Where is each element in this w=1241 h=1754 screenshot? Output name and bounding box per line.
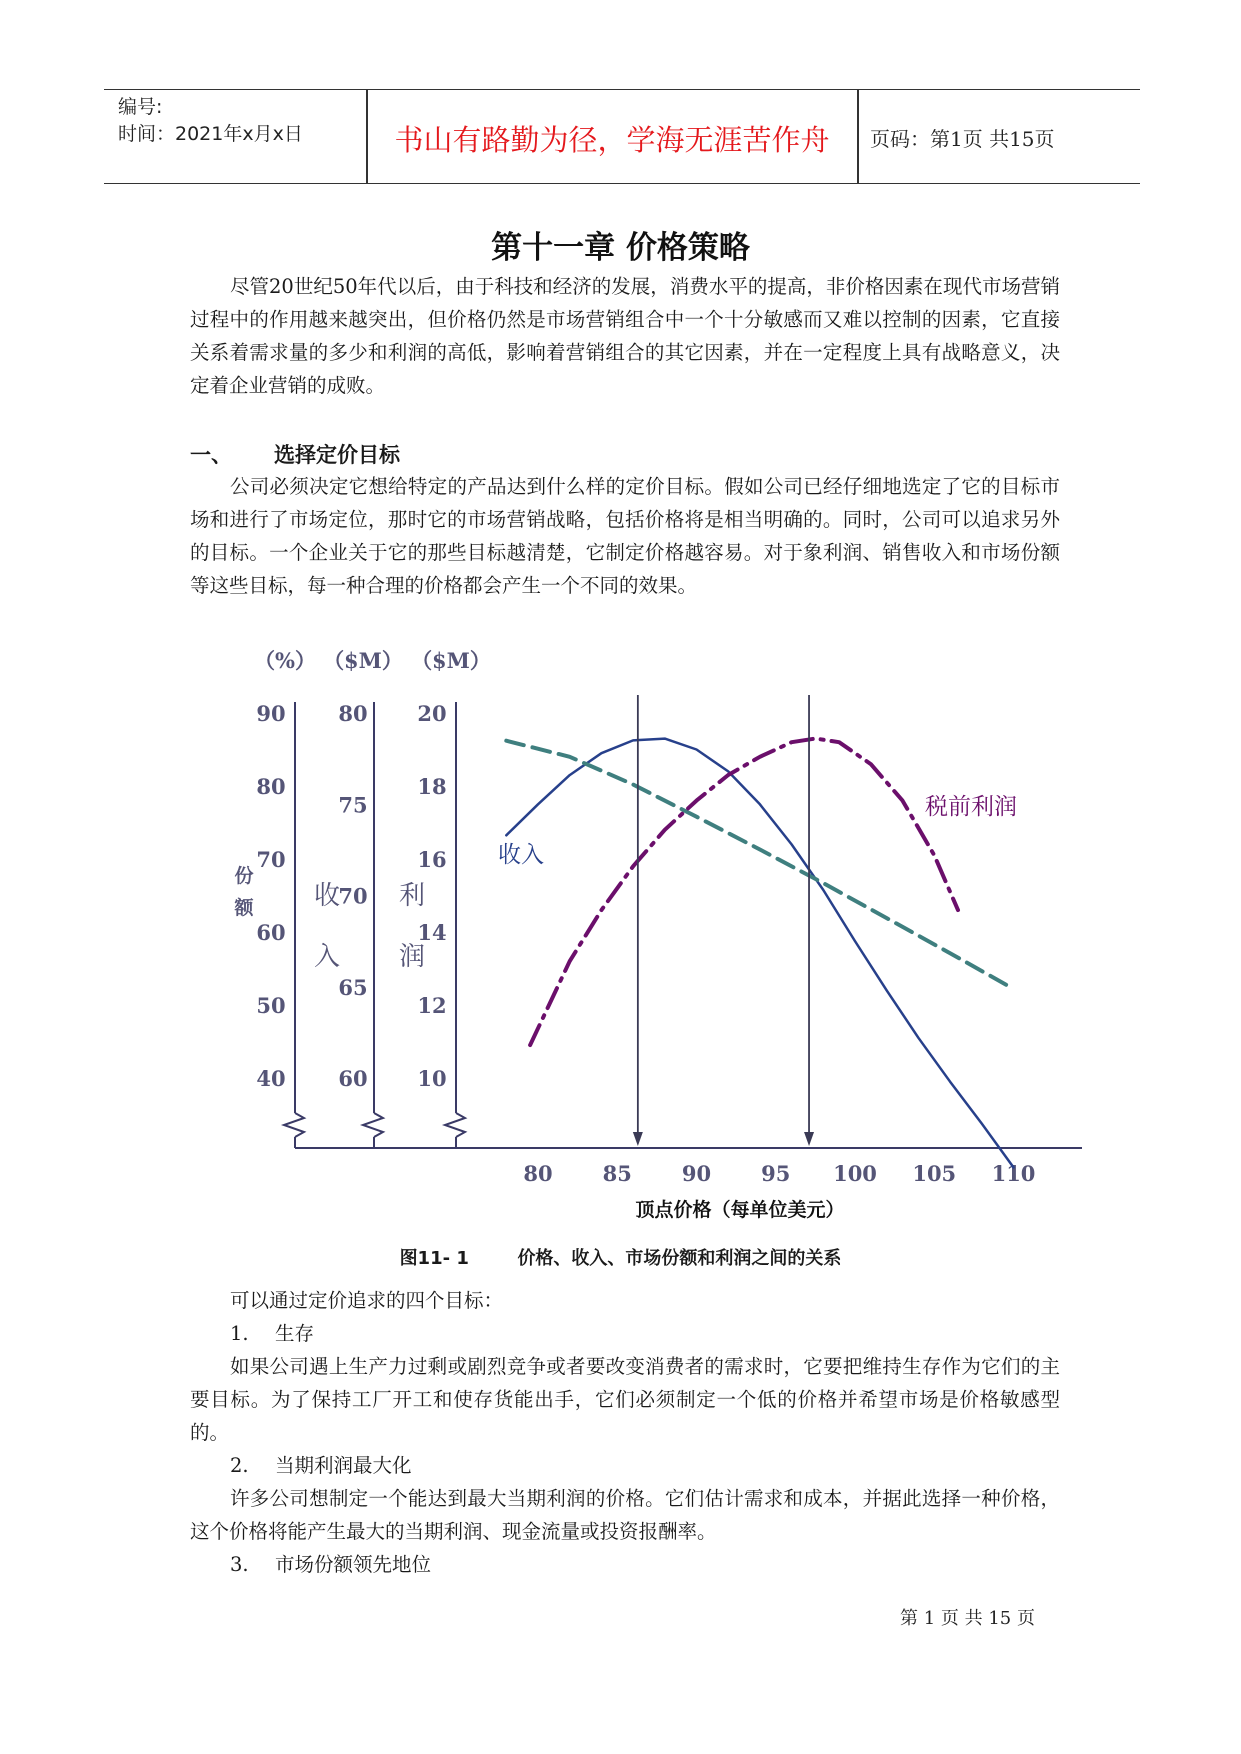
y-tick-label: 18 bbox=[417, 774, 447, 799]
axis-title-char: 入 bbox=[313, 942, 341, 972]
goal-number: 2. bbox=[230, 1454, 249, 1477]
series-label: 收入 bbox=[498, 842, 544, 868]
price-relationship-chart bbox=[0, 630, 1241, 1230]
figure-caption bbox=[0, 1244, 1241, 1270]
goal-heading bbox=[230, 1317, 315, 1350]
axis-unit-label: （%） bbox=[254, 648, 316, 673]
y-tick-label: 12 bbox=[417, 993, 447, 1018]
header-page-label: 页码：第1页 共15页 bbox=[870, 127, 1055, 151]
y-tick-label: 80 bbox=[338, 701, 368, 726]
y-tick-label: 14 bbox=[417, 920, 447, 945]
y-tick-label: 60 bbox=[338, 1066, 368, 1091]
goal-number: 3. bbox=[230, 1553, 249, 1576]
axis-break-mark bbox=[445, 1113, 465, 1137]
axis-title-char: 份 bbox=[234, 865, 254, 887]
number-label: 编号: bbox=[118, 96, 163, 118]
intro-paragraph: 尽管20世纪50年代以后，由于科技和经济的发展，消费水平的提高，非价格因素在现代市场营销过程中的作用越来越突出，但价格仍然是市场营销组合中一个十分敏感而又难以控制的因素，它直接关系着需求量的多少和利润的高低，影响着营销组合的其它因素，并在一定程度上具有战略意义，决定着企业营销的成败。 bbox=[190, 275, 1060, 397]
goal-title: 当期利润最大化 bbox=[275, 1454, 412, 1477]
axis-title-char: 润 bbox=[398, 942, 426, 972]
x-tick-label: 80 bbox=[523, 1161, 553, 1186]
x-tick-label: 100 bbox=[833, 1161, 877, 1186]
section-body: 公司必须决定它想给特定的产品达到什么样的定价目标。假如公司已经仔细地选定了它的目标市场和进行了市场定位，那时它的市场营销战略，包括价格将是相当明确的。同时，公司可以追求另外的目标。一个企业关于它的那些目标越清楚，它制定价格越容易。对于象利润、销售收入和市场份额等这些目标，每一种合理的价格都会产生一个不同的效果。 bbox=[190, 475, 1060, 597]
page-footer: 第 1 页 共 15 页 bbox=[900, 1608, 1035, 1629]
x-axis-title: 顶点价格（每单位美元） bbox=[635, 1199, 845, 1221]
axis-break-mark bbox=[284, 1113, 304, 1137]
y-tick-label: 70 bbox=[256, 847, 286, 872]
y-tick-label: 20 bbox=[417, 701, 447, 726]
series-label: 税前利润 bbox=[925, 794, 1017, 820]
y-tick-label: 70 bbox=[338, 883, 368, 909]
axis-title-char: 额 bbox=[234, 897, 254, 919]
axis-unit-label: （$M） bbox=[411, 648, 491, 673]
y-tick-label: 80 bbox=[256, 774, 286, 799]
marker-arrowhead bbox=[633, 1132, 643, 1146]
marker-arrowhead bbox=[804, 1132, 814, 1146]
goal-heading bbox=[230, 1548, 432, 1581]
axis-unit-label: （$M） bbox=[323, 648, 403, 673]
axis-break-mark bbox=[363, 1113, 383, 1137]
y-tick-label: 16 bbox=[417, 847, 447, 872]
x-tick-label: 85 bbox=[602, 1161, 632, 1186]
y-tick-label: 50 bbox=[256, 993, 286, 1018]
axis-title-char: 利 bbox=[398, 881, 426, 911]
y-tick-label: 75 bbox=[338, 792, 368, 818]
x-tick-label: 90 bbox=[681, 1161, 712, 1186]
y-tick-label: 10 bbox=[417, 1066, 447, 1091]
goal-number: 1. bbox=[230, 1322, 249, 1345]
goal-heading bbox=[230, 1449, 412, 1482]
figure-title: 价格、收入、市场份额和利润之间的关系 bbox=[517, 1248, 842, 1269]
goal-body: 如果公司遇上生产力过剩或剧烈竞争或者要改变消费者的需求时，它要把维持生存作为它们的主要目标。为了保持工厂开工和使存货能出手，它们必须制定一个低的价格并希望市场是价格敏感型的。 bbox=[190, 1355, 1060, 1444]
header-motto: 书山有路勤为径，学海无涯苦作舟 bbox=[394, 123, 830, 157]
figure-number: 图11- 1 bbox=[399, 1248, 469, 1269]
y-tick-label: 65 bbox=[338, 974, 368, 1000]
goal-title: 市场份额领先地位 bbox=[275, 1553, 432, 1576]
section-title: 选择定价目标 bbox=[274, 443, 400, 467]
y-tick-label: 60 bbox=[256, 920, 286, 945]
section-number: 一、 bbox=[190, 443, 232, 467]
goal-body: 许多公司想制定一个能达到最大当期利润的价格。它们估计需求和成本，并据此选择一种价格，这个价格将能产生最大的当期利润、现金流量或投资报酬率。 bbox=[190, 1487, 1060, 1543]
y-tick-label: 90 bbox=[256, 701, 286, 726]
axis-title-char: 收 bbox=[313, 881, 341, 911]
x-tick-label: 105 bbox=[912, 1161, 957, 1186]
chapter-title: 第十一章 价格策略 bbox=[491, 230, 750, 266]
header-divider bbox=[857, 90, 859, 183]
y-tick-label: 40 bbox=[256, 1066, 286, 1091]
goal-title: 生存 bbox=[275, 1322, 315, 1345]
goals-intro: 可以通过定价追求的四个目标： bbox=[230, 1289, 504, 1312]
time-label: 时间：2021年x月x日 bbox=[118, 123, 303, 145]
x-tick-label: 95 bbox=[761, 1161, 791, 1186]
page-header bbox=[104, 89, 1140, 184]
section-heading bbox=[190, 439, 400, 469]
header-meta bbox=[118, 94, 303, 148]
x-tick-label: 110 bbox=[991, 1161, 1036, 1186]
